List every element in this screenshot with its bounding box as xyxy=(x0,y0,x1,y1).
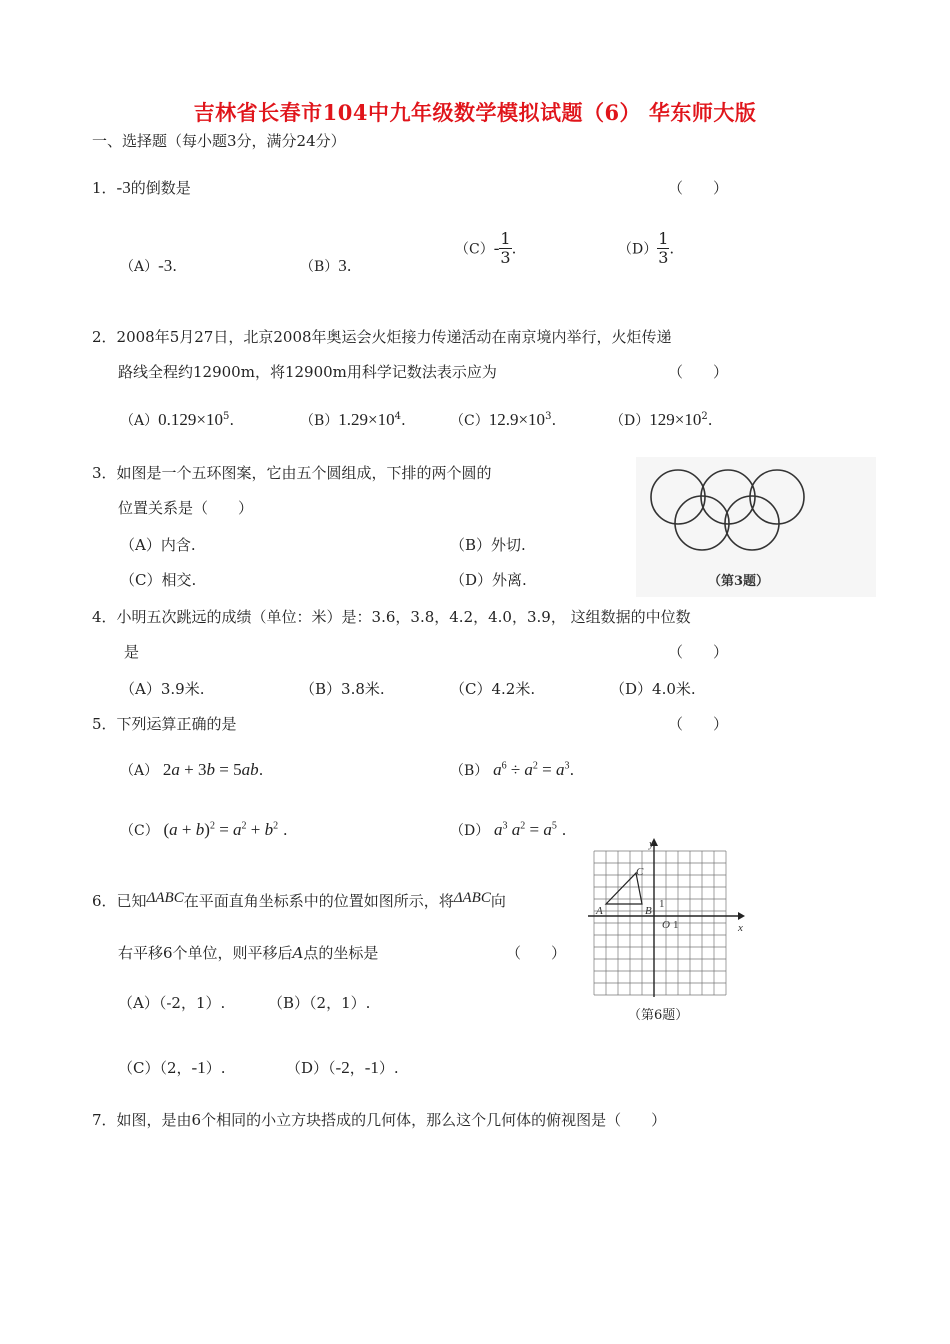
q2-option-b: $(B)1.29\times 10^4$. xyxy=(300,410,406,429)
x-unit-label: 1 xyxy=(673,919,679,931)
formula: $(a + b)^2 = a^2 + b^2$ xyxy=(163,820,279,839)
origin-label: O xyxy=(662,919,670,931)
q4-stem-line2: 是 xyxy=(124,643,140,661)
q2-stem-line1: 2．2008年5月27日，北京2008年奥运会火炬接力传递活动在南京境内举行，火炬传递 xyxy=(92,328,672,346)
q2-answer-blank[interactable]: （ ） xyxy=(668,363,729,381)
formula: $a^6 \div a^2 = a^3$ xyxy=(493,760,570,779)
q4-option-d: （D）4.0米. xyxy=(610,680,696,698)
q7-stem: 7．如图，是由6个相同的小立方块搭成的几何体，那么这个几何体的俯视图是（ ） xyxy=(92,1111,667,1129)
y-axis-label: y xyxy=(649,838,654,850)
q4-stem-line1: 4．小明五次跳远的成绩（单位：米）是：3.6，3.8，4.2，4.0，3.9， 这组数据的中位数 xyxy=(92,608,691,626)
q2-option-c: $(C)12.9\times 10^3$. xyxy=(450,410,557,429)
formula: 2a + 3b = 5ab xyxy=(162,760,259,779)
q6-option-b: （B）（2，1）. xyxy=(268,994,371,1012)
q2-option-a: $(A)0.129\times 10^5$. xyxy=(120,410,235,429)
q5-option-b: （B） $a^6 \div a^2 = a^3$. xyxy=(450,760,575,779)
q1-option-d: （D） $\frac{1}{3}$ . xyxy=(618,229,675,267)
q3-option-b: （B）外切. xyxy=(450,536,526,554)
q5-stem: 5．下列运算正确的是 xyxy=(92,715,237,733)
q6-stem-line1: 6．已知ΔABC在平面直角坐标系中的位置如图所示，将ΔABC向 xyxy=(92,890,506,910)
x-axis-label: x xyxy=(738,922,743,934)
q6-figure xyxy=(588,835,753,1000)
q2-stem-line2: 路线全程约12900m，将12900m用科学记数法表示应为 xyxy=(118,363,497,381)
q4-answer-blank[interactable]: （ ） xyxy=(668,643,729,661)
q3-stem-line1: 3．如图是一个五环图案，它由五个圆组成，下排的两个圆的 xyxy=(92,464,492,482)
section-heading: 一、选择题（每小题3分，满分24分） xyxy=(92,132,346,150)
q1-option-c: （C）- $\frac{1}{3}$ . xyxy=(455,229,517,267)
q1-text: 的倒数是 xyxy=(130,179,191,197)
q3-option-a: （A）内含. xyxy=(120,536,196,554)
q3-option-d: （D）外离. xyxy=(450,571,527,589)
q6-stem-line2: 右平移6个单位，则平移后A点的坐标是 xyxy=(118,944,379,962)
x-axis-arrow xyxy=(738,912,745,920)
point-c-label: C xyxy=(636,866,644,878)
q6-option-c: （C）（2，-1）. xyxy=(118,1058,226,1077)
q2-option-d: $(D)129\times 10^2$. xyxy=(610,410,713,429)
page-title: 吉林省长春市104中九年级数学模拟试题（6） 华东师大版 xyxy=(193,100,757,125)
coordinate-grid xyxy=(588,835,753,1000)
q6-option-a: （A）（-2，1）. xyxy=(118,994,226,1012)
q3-option-c: （C）相交. xyxy=(120,571,197,589)
fraction: $\frac{1}{3}$ xyxy=(658,229,669,267)
q6-caption: （第6题） xyxy=(628,1008,689,1023)
q4-option-c: （C）4.2米. xyxy=(450,680,536,698)
q1-stem xyxy=(92,177,191,198)
point-b-label: B xyxy=(645,905,652,917)
q6-option-d: （D）（-2，-1）. xyxy=(286,1058,399,1077)
y-unit-label: 1 xyxy=(659,898,665,910)
point-a-label: A xyxy=(596,905,603,917)
q1-option-a: （A）-3. xyxy=(120,256,178,275)
q1-answer-blank[interactable]: （ ） xyxy=(668,179,729,197)
q3-stem-line2: 位置关系是（ ） xyxy=(118,499,254,517)
q4-option-b: （B）3.8米. xyxy=(300,680,385,698)
q5-option-c: （C） $(a + b)^2 = a^2 + b^2$ . xyxy=(120,820,288,839)
q5-answer-blank[interactable]: （ ） xyxy=(668,715,729,733)
fraction: $\frac{1}{3}$ xyxy=(500,229,511,267)
q5-option-d: （D） $a^3$ $a^2 = a^5$ . xyxy=(450,820,567,839)
q4-option-a: （A）3.9米. xyxy=(120,680,205,698)
q3-caption: （第3题） xyxy=(708,574,770,589)
q6-answer-blank[interactable]: （ ） xyxy=(506,944,567,962)
q5-option-a: （A） 2a + 3b = 5ab. xyxy=(120,760,264,779)
q1-option-b: （B）3. xyxy=(300,256,352,275)
q3-figure xyxy=(636,457,876,597)
formula: $a^3$ $a^2 = a^5$ xyxy=(494,820,557,839)
q1-number: 1． xyxy=(92,179,117,197)
q1-expr: -3 xyxy=(116,178,131,197)
